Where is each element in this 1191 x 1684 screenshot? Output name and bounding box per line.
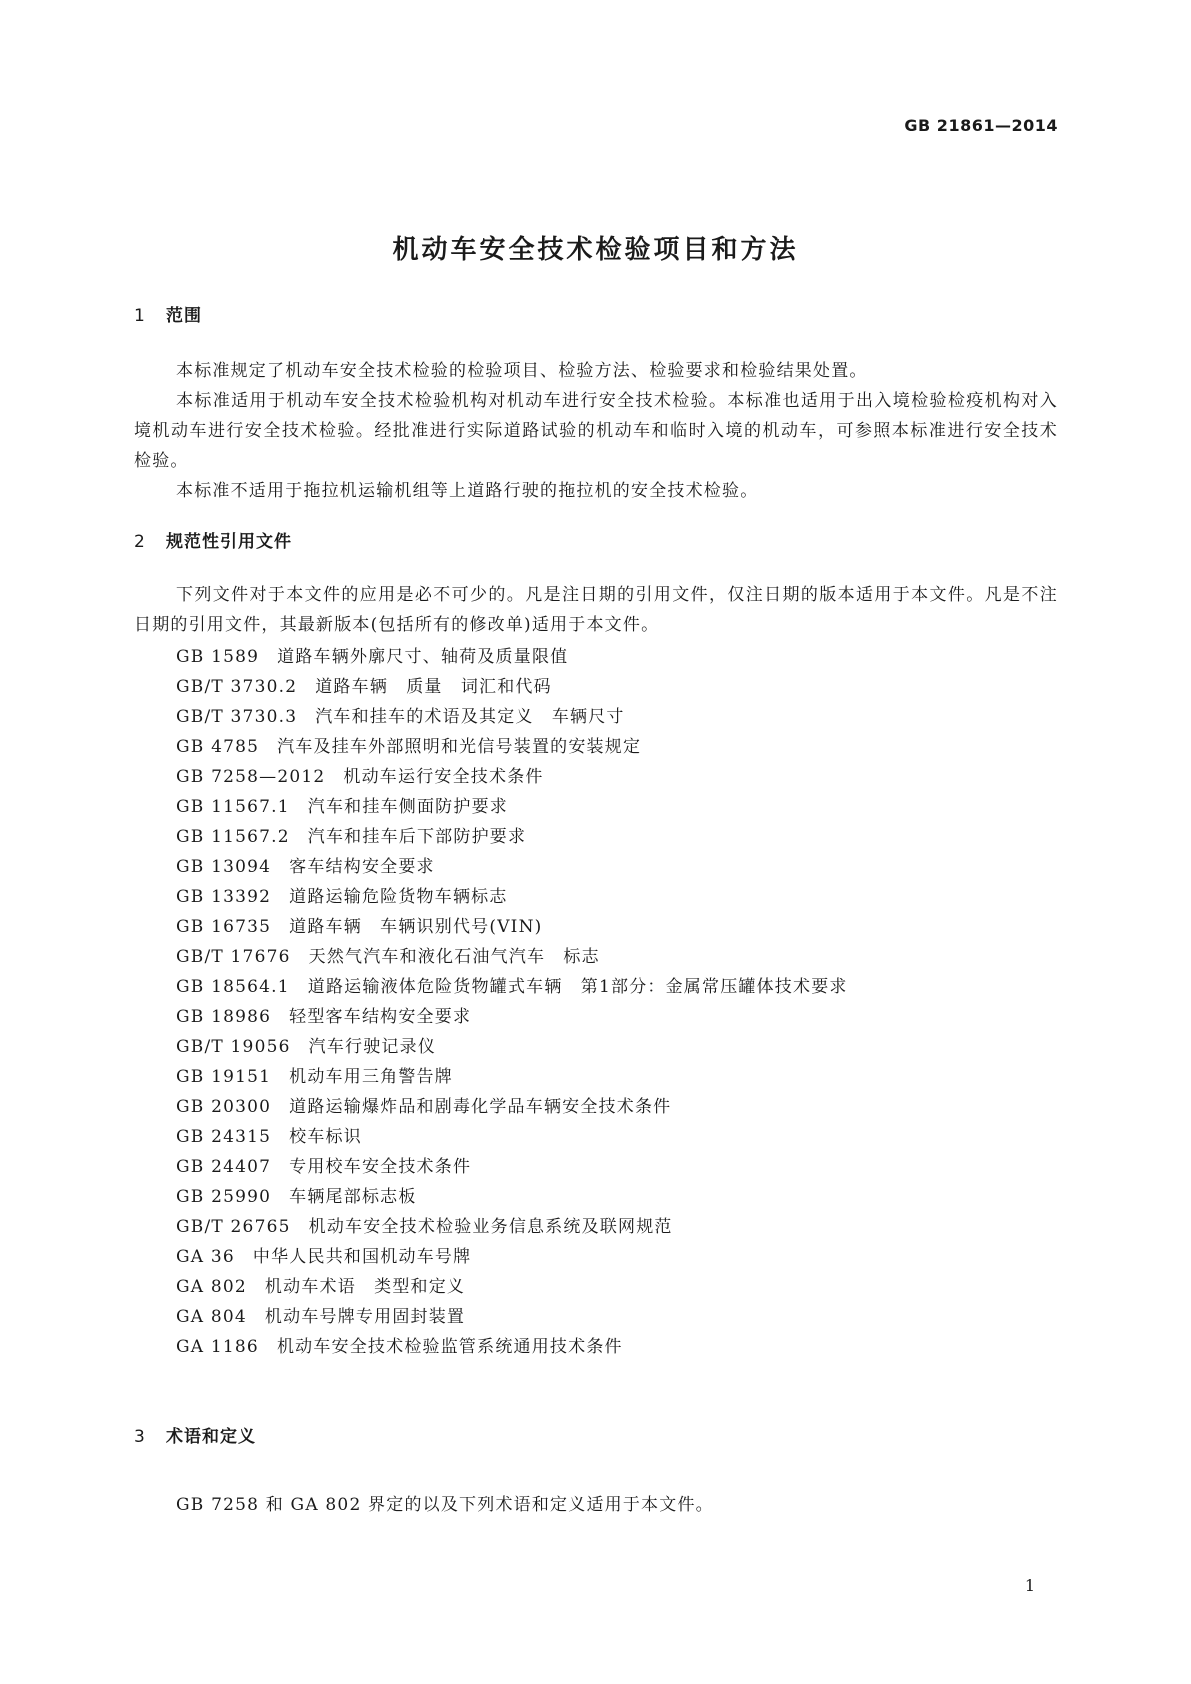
reference-item: [176, 1152, 1056, 1182]
section-number: 2: [134, 532, 146, 552]
reference-title: 汽车和挂车后下部防护要求: [307, 827, 527, 847]
reference-item: [176, 1332, 1056, 1362]
paragraph: 本标准适用于机动车安全技术检验机构对机动车进行安全技术检验。本标准也适用于出入境检验检疫机构对入境机动车进行安全技术检验。经批准进行实际道路试验的机动车和临时入境的机动车，可参照本标准进行安全技术检验。: [134, 391, 1058, 471]
reference-code: GB 11567.1: [176, 797, 290, 817]
section-number: 1: [134, 306, 146, 326]
reference-title: 校车标识: [289, 1127, 362, 1147]
section-title: 规范性引用文件: [166, 532, 292, 552]
section-1-heading: [134, 301, 202, 326]
section-3-body: [134, 1490, 1058, 1520]
reference-title: 机动车用三角警告牌: [289, 1067, 453, 1087]
reference-item: [176, 1032, 1056, 1062]
paragraph: GB 7258 和 GA 802 界定的以及下列术语和定义适用于本文件。: [176, 1495, 714, 1515]
reference-item: [176, 1092, 1056, 1122]
reference-item: [176, 732, 1056, 762]
reference-code: GB/T 3730.2: [176, 677, 298, 697]
section-2-intro: [134, 580, 1058, 640]
paragraph: 本标准不适用于拖拉机运输机组等上道路行驶的拖拉机的安全技术检验。: [176, 481, 759, 501]
reference-title: 汽车及挂车外部照明和光信号装置的安装规定: [277, 737, 642, 757]
reference-item: [176, 1182, 1056, 1212]
section-title: 范围: [166, 306, 202, 326]
reference-code: GB/T 3730.3: [176, 707, 298, 727]
reference-code: GB 19151: [176, 1067, 272, 1087]
reference-item: [176, 1062, 1056, 1092]
section-2-heading: [134, 527, 292, 552]
normative-references-list: [176, 642, 1056, 1362]
reference-code: GB 18986: [176, 1007, 272, 1027]
reference-item: [176, 852, 1056, 882]
reference-title: 机动车安全技术检验业务信息系统及联网规范: [308, 1217, 673, 1237]
reference-item: [176, 792, 1056, 822]
reference-code: GB 11567.2: [176, 827, 290, 847]
reference-title: 专用校车安全技术条件: [289, 1157, 472, 1177]
reference-item: [176, 762, 1056, 792]
reference-title: 客车结构安全要求: [289, 857, 435, 877]
reference-title: 中华人民共和国机动车号牌: [252, 1247, 472, 1267]
section-number: 3: [134, 1427, 146, 1447]
paragraph: 下列文件对于本文件的应用是必不可少的。凡是注日期的引用文件，仅注日期的版本适用于本文件。凡是不注日期的引用文件，其最新版本(包括所有的修改单)适用于本文件。: [134, 585, 1058, 635]
reference-title: 汽车行驶记录仪: [308, 1037, 437, 1057]
reference-item: [176, 1212, 1056, 1242]
reference-item: [176, 672, 1056, 702]
reference-item: [176, 942, 1056, 972]
reference-code: GA 1186: [176, 1337, 259, 1357]
reference-title: 机动车号牌专用固封装置: [264, 1307, 466, 1327]
reference-code: GB 4785: [176, 737, 260, 757]
reference-code: GB 13094: [176, 857, 272, 877]
reference-title: 道路车辆 质量 词汇和代码: [315, 677, 552, 697]
reference-code: GB 13392: [176, 887, 272, 907]
reference-code: GA 802: [176, 1277, 247, 1297]
reference-code: GB 16735: [176, 917, 272, 937]
reference-item: [176, 972, 1056, 1002]
reference-title: 道路车辆 车辆识别代号(VIN): [289, 917, 543, 937]
reference-title: 道路运输爆炸品和剧毒化学品车辆安全技术条件: [289, 1097, 672, 1117]
reference-code: GB/T 19056: [176, 1037, 291, 1057]
standard-code: GB 21861—2014: [904, 116, 1058, 135]
page-number: 1: [1024, 1576, 1035, 1595]
reference-code: GB 1589: [176, 647, 260, 667]
reference-item: [176, 702, 1056, 732]
reference-title: 汽车和挂车的术语及其定义 车辆尺寸: [315, 707, 625, 727]
reference-item: [176, 1272, 1056, 1302]
reference-title: 道路运输危险货物车辆标志: [289, 887, 508, 907]
reference-item: [176, 1002, 1056, 1032]
reference-item: [176, 1242, 1056, 1272]
reference-title: 天然气汽车和液化石油气汽车 标志: [308, 947, 600, 967]
reference-code: GB 20300: [176, 1097, 272, 1117]
reference-code: GB 7258—2012: [176, 767, 326, 787]
document-title: 机动车安全技术检验项目和方法: [392, 235, 799, 265]
reference-code: GB/T 17676: [176, 947, 291, 967]
reference-title: 汽车和挂车侧面防护要求: [307, 797, 508, 817]
reference-title: 车辆尾部标志板: [289, 1187, 417, 1207]
reference-code: GB 18564.1: [176, 977, 290, 997]
reference-title: 轻型客车结构安全要求: [289, 1007, 472, 1027]
reference-item: [176, 822, 1056, 852]
reference-title: 机动车术语 类型和定义: [264, 1277, 466, 1297]
paragraph: 本标准规定了机动车安全技术检验的检验项目、检验方法、检验要求和检验结果处置。: [176, 361, 868, 381]
reference-code: GB 24315: [176, 1127, 272, 1147]
reference-item: [176, 882, 1056, 912]
reference-code: GB/T 26765: [176, 1217, 291, 1237]
reference-item: [176, 1302, 1056, 1332]
reference-item: [176, 1122, 1056, 1152]
section-title: 术语和定义: [166, 1427, 256, 1447]
section-3-heading: [134, 1422, 256, 1447]
reference-code: GA 804: [176, 1307, 247, 1327]
reference-title: 道路运输液体危险货物罐式车辆 第1部分：金属常压罐体技术要求: [307, 977, 848, 997]
section-1-body: [134, 356, 1058, 506]
reference-item: [176, 642, 1056, 672]
reference-title: 机动车安全技术检验监管系统通用技术条件: [276, 1337, 623, 1357]
reference-code: GB 24407: [176, 1157, 272, 1177]
reference-code: GB 25990: [176, 1187, 272, 1207]
reference-title: 道路车辆外廓尺寸、轴荷及质量限值: [277, 647, 569, 667]
reference-title: 机动车运行安全技术条件: [343, 767, 544, 787]
reference-item: [176, 912, 1056, 942]
reference-code: GA 36: [176, 1247, 235, 1267]
